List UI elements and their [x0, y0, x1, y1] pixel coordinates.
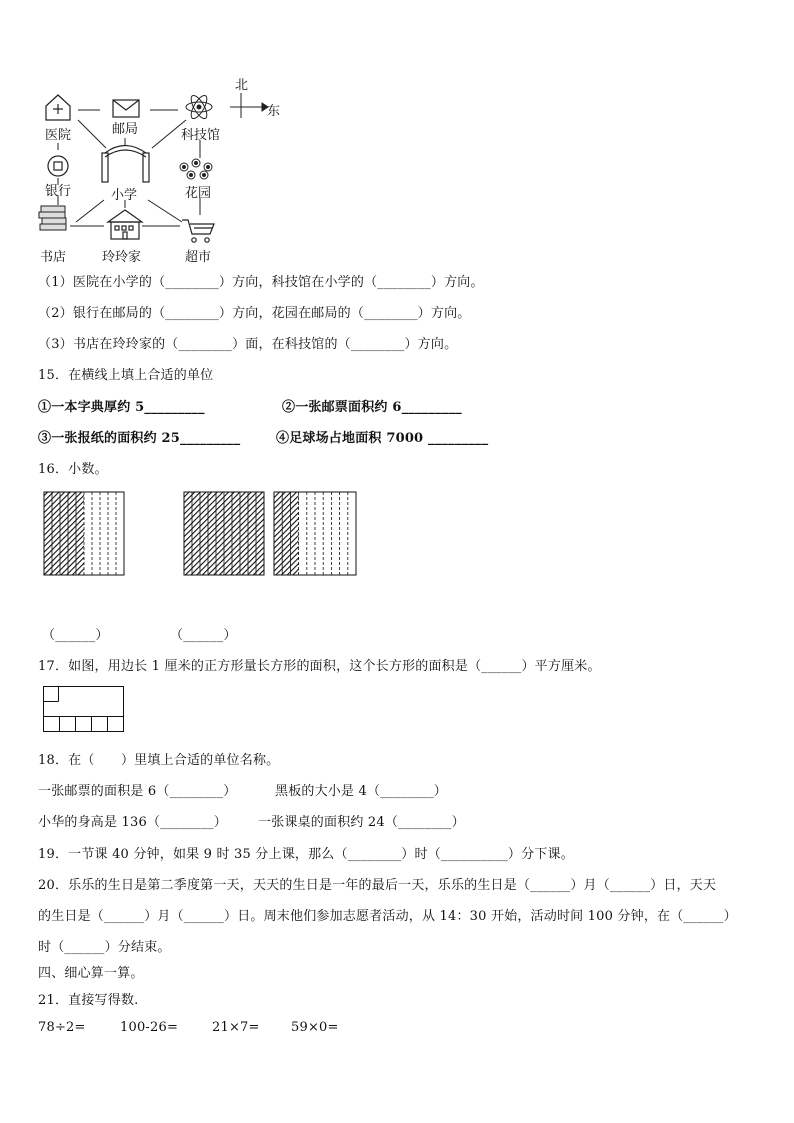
place-linglings-home-label: 玲玲家 [102, 250, 142, 265]
q15-item-1: ①一本字典厚约 5_________ [38, 400, 205, 415]
q15-title: 15．在横线上填上合适的单位 [38, 368, 214, 383]
q16-title: 16．小数。 [38, 462, 108, 477]
q21-item-2: 100-26= [120, 1020, 179, 1035]
q21-item-1: 78÷2= [38, 1020, 86, 1035]
q20-line-2: 的生日是（______）月（______）日。周末他们参加志愿者活动，从 14：30 开始，活动时间 100 分钟，在（______） [38, 909, 737, 924]
place-supermarket-label: 超市 [185, 250, 212, 265]
decimal-grid-1 [44, 492, 124, 575]
place-hospital-label: 医院 [45, 128, 72, 143]
q16-figures [0, 488, 794, 588]
q20-line-3: 时（______）分结束。 [38, 940, 171, 955]
place-science-museum-label: 科技馆 [181, 128, 221, 143]
q17-text: 17．如图，用边长 1 厘米的正方形量长方形的面积，这个长方形的面积是（______）平方厘米。 [38, 659, 601, 674]
hospital-icon [46, 95, 70, 120]
q18-row1-right: 黑板的大小是 4（________） [275, 784, 448, 799]
place-garden-label: 花园 [185, 186, 212, 201]
flowers-icon [180, 159, 212, 179]
coin-icon [48, 156, 68, 176]
q21-title: 21．直接写得数. [38, 993, 139, 1008]
shaded-area [44, 492, 84, 575]
q14-line-1: （1）医院在小学的（________）方向，科技馆在小学的（________）方向。 [38, 275, 484, 290]
place-post-office-label: 邮局 [112, 122, 139, 137]
q17-rectangle-figure [43, 686, 133, 736]
q15-item-2: ②一张邮票面积约 6_________ [282, 400, 462, 415]
shopping-cart-icon [182, 220, 214, 242]
place-bank-label: 银行 [45, 184, 72, 199]
q18-row2-right: 一张课桌的面积约 24（________） [258, 815, 465, 830]
q19-text: 19．一节课 40 分钟，如果 9 时 35 分上课，那么（________）时（__________）分下课。 [38, 847, 574, 862]
school-gate-icon [102, 146, 149, 183]
q14-line-3: （3）书店在玲玲家的（________）面，在科技馆的（________）方向。 [38, 337, 458, 352]
q16-answer-1: （______） [42, 628, 109, 643]
q14-line-2: （2）银行在邮局的（________）方向，花园在邮局的（________）方向。 [38, 306, 471, 321]
compass-east-label: 东 [267, 104, 281, 119]
q21-item-4: 59×0= [291, 1020, 339, 1035]
compass-icon [230, 93, 268, 118]
decimal-grid-2 [184, 492, 264, 575]
q21-item-3: 21×7= [212, 1020, 260, 1035]
q18-title: 18．在（ ）里填上合适的单位名称。 [38, 753, 280, 768]
q15-item-4: ④足球场占地面积 7000 _________ [276, 431, 489, 446]
envelope-icon [113, 100, 139, 117]
decimal-grid-3 [274, 492, 356, 575]
q15-item-3: ③一张报纸的面积约 25_________ [38, 431, 241, 446]
house-icon [108, 210, 142, 239]
shaded-area [274, 492, 299, 575]
q18-row1-left: 一张邮票的面积是 6（________） [38, 784, 237, 799]
compass-north-label: 北 [235, 78, 249, 93]
place-bookstore-label: 书店 [40, 250, 67, 265]
q16-answer-2: （______） [170, 628, 237, 643]
q20-line-1: 20．乐乐的生日是第二季度第一天，天天的生日是一年的最后一天，乐乐的生日是（______）月（______）日，天天 [38, 878, 717, 893]
q18-row2-left: 小华的身高是 136（________） [38, 815, 227, 830]
books-icon [39, 206, 66, 230]
section-4-title: 四、细心算一算。 [38, 966, 144, 981]
atom-icon [186, 93, 212, 121]
place-school-label: 小学 [111, 188, 138, 203]
